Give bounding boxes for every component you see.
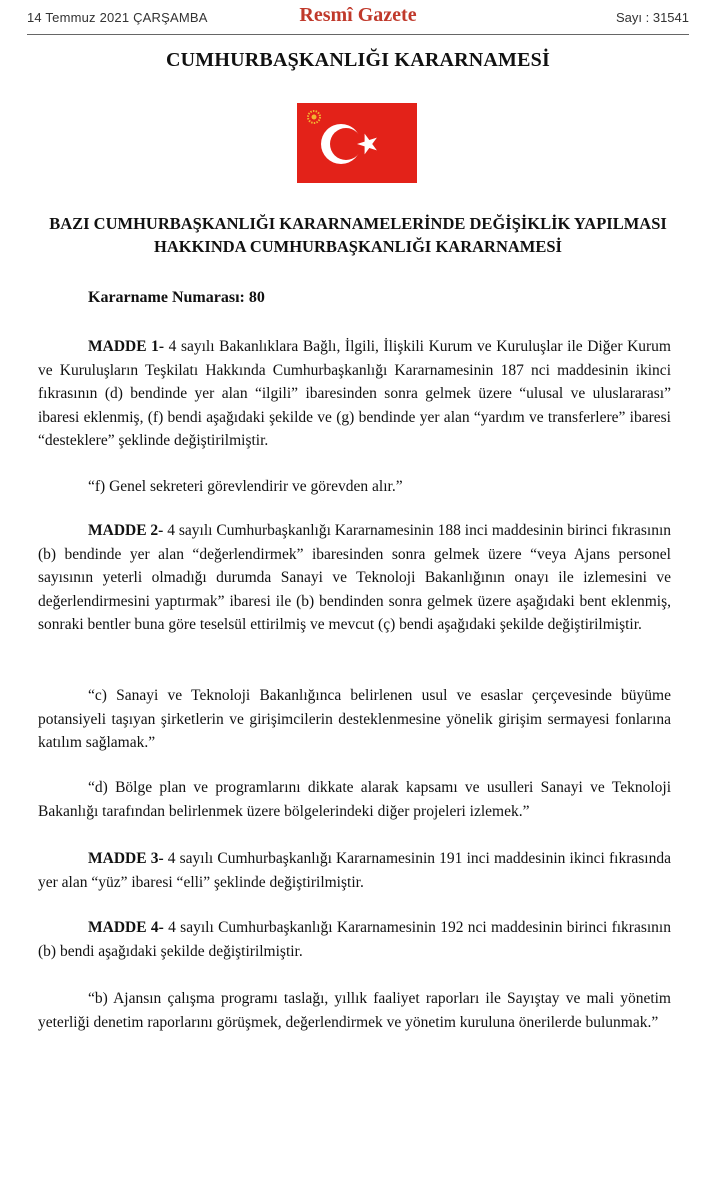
decree-title-line-1: BAZI CUMHURBAŞKANLIĞI KARARNAMELERİNDE DEĞİŞİKLİK YAPILMASI	[49, 214, 667, 233]
gazette-header	[27, 6, 689, 35]
article-2	[38, 519, 671, 637]
article-2-quote-c: “c) Sanayi ve Teknoloji Bakanlığınca belirlenen usul ve esaslar çerçevesinde büyüme potansiyeli taşıyan şirketlerin ve girişimcilerin desteklenmesine yönelik girişim sermayesi fonlarına katılım sağlamak.”	[38, 687, 671, 751]
article-4	[38, 916, 671, 963]
seal-sun	[312, 115, 317, 120]
article-2-text: 4 sayılı Cumhurbaşkanlığı Kararnamesinin 188 inci maddesinin birinci fıkrasının (b) bendinde yer alan “değerlendirmek” ibaresinden sonra gelmek üzere “veya Ajans personel sayısının yeterli olmadığı durumda Sanayi ve Teknoloji Bakanlığının onayı ile izlemesini ve değerlendirmesini yaptırmak” ibaresi ile (b) bendinden sonra gelmek üzere aşağıdaki bent eklenmiş, sonraki bentler buna göre teselsül ettirilmiş ve mevcut (ç) bendi aşağıdaki şekilde değiştirilmiştir.	[38, 522, 671, 633]
gazette-title: Resmî Gazete	[299, 4, 417, 26]
decree-title-line-2: HAKKINDA CUMHURBAŞKANLIĞI KARARNAMESİ	[154, 237, 562, 256]
article-3-text: 4 sayılı Cumhurbaşkanlığı Kararnamesinin 191 inci maddesinin ikinci fıkrasında yer alan “yüz” ibaresi “elli” şeklinde değiştirilmiştir.	[38, 850, 671, 891]
turkish-flag-icon	[297, 103, 417, 183]
article-2-quote-d: “d) Bölge plan ve programlarını dikkate alarak kapsamı ve usulleri Sanayi ve Teknoloji Bakanlığı tarafından belirlenmek üzere bölgelerindeki diğer projeleri izlemek.”	[38, 779, 671, 820]
article-1	[38, 335, 671, 453]
article-3-label: MADDE 3-	[88, 850, 164, 867]
article-4-label: MADDE 4-	[88, 919, 164, 936]
decree-number: Kararname Numarası: 80	[88, 289, 265, 306]
article-3	[38, 847, 671, 894]
article-4-text: 4 sayılı Cumhurbaşkanlığı Kararnamesinin 192 nci maddesinin birinci fıkrasının (b) bendi aşağıdaki şekilde değiştirilmiştir.	[38, 919, 671, 960]
article-1-quote: “f) Genel sekreteri görevlendirir ve görevden alır.”	[88, 478, 403, 495]
article-1-label: MADDE 1-	[88, 338, 165, 355]
header-date: 14 Temmuz 2021 ÇARŞAMBA	[27, 10, 208, 25]
article-1-text: 4 sayılı Bakanlıklara Bağlı, İlgili, İlişkili Kurum ve Kuruluşlar ile Diğer Kurum ve Kuruluşların Teşkilatı Hakkında Cumhurbaşkanlığı Kararnamesinin 187 nci maddesinin ikinci fıkrasının (d) bendinde yer alan “ilgili” ibaresinden sonra gelmek üzere “ulusal ve uluslararası” ibaresi eklenmiş, (f) bendi aşağıdaki şekilde ve (g) bendinde yer alan “yardım ve transferlere” ibaresi “desteklere” şeklinde değiştirilmiştir.	[38, 338, 671, 449]
decree-title	[30, 212, 686, 258]
issue-number: Sayı : 31541	[616, 10, 689, 25]
article-2-label: MADDE 2-	[88, 522, 164, 539]
article-4-quote: “b) Ajansın çalışma programı taslağı, yıllık faaliyet raporları ile Sayıştay ve mali yönetim yeterliği denetim raporlarını görüşmek, değerlendirmek ve yönetim kuruluna önerilerde bulunmak.”	[38, 990, 671, 1031]
document-type-heading: CUMHURBAŞKANLIĞI KARARNAMESİ	[166, 49, 550, 71]
